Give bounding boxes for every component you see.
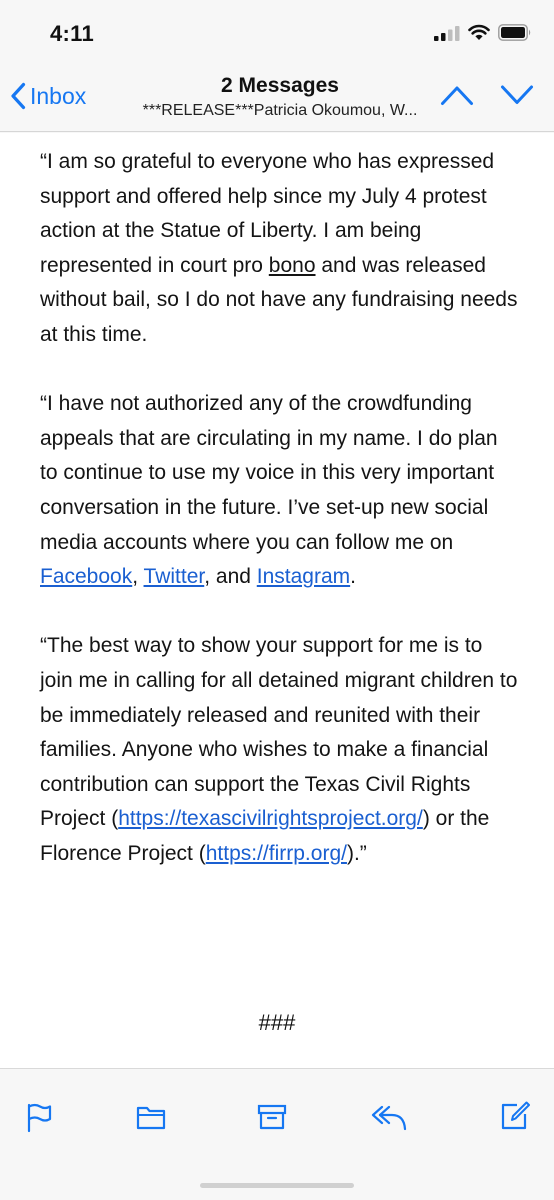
reply-icon[interactable] (370, 1103, 408, 1131)
instagram-link[interactable]: Instagram (256, 565, 351, 589)
texas-civil-rights-link[interactable]: https://texascivilrightsproject.org/ (118, 807, 423, 831)
facebook-link[interactable]: Facebook (40, 565, 133, 589)
message-text (40, 145, 520, 906)
compose-icon[interactable] (500, 1100, 530, 1131)
end-marker: ### (258, 1010, 296, 1035)
archive-icon[interactable] (257, 1103, 287, 1131)
message-navigation (440, 84, 534, 106)
previous-message-button[interactable] (440, 84, 474, 106)
thread-subject: ***RELEASE***Patricia Okoumou, W... (142, 102, 418, 119)
twitter-link[interactable]: Twitter (143, 565, 205, 589)
paragraph-3: “The best way to show your support for me is to join me in calling for all detained migrant children to be immediately released and reunited with their families. Anyone who wishes to make a financial contribution can support the Texas Civil Rights Project (https://texascivilrightsproject.org/) or the Florence Project (https://firrp.org/).” (40, 634, 518, 865)
florence-project-link[interactable]: https://firrp.org/ (205, 841, 347, 865)
paragraph-1: “I am so grateful to everyone who has expressed support and offered help since my July 4 protest action at the Statue of Liberty. I am being represented in court pro bono and was released without bail, so I do not have any fundraising needs at this time. (40, 150, 518, 346)
wifi-icon (468, 24, 490, 41)
status-time: 4:11 (50, 21, 95, 46)
thread-title: 2 Messages (221, 74, 339, 97)
status-icons (434, 24, 532, 41)
cellular-signal-icon (434, 25, 460, 41)
paragraph-2: “I have not authorized any of the crowdfunding appeals that are circulating in my name. I do plan to continue to use my voice in this very important conversation in the future. I’ve set-up new social media accounts where you can follow me on Facebook, Twitter, and Instagram. (40, 392, 498, 589)
message-body (0, 133, 554, 1068)
chevron-left-icon (10, 82, 26, 110)
home-indicator (200, 1183, 354, 1188)
back-to-inbox-button[interactable] (10, 78, 86, 114)
back-label: Inbox (30, 82, 87, 109)
nav-bar (0, 62, 554, 132)
status-bar (0, 0, 554, 62)
battery-icon (498, 24, 532, 41)
folder-icon[interactable] (136, 1103, 166, 1131)
next-message-button[interactable] (500, 84, 534, 106)
bottom-toolbar (0, 1068, 554, 1200)
flag-icon[interactable] (26, 1103, 52, 1133)
underlined-word: bono (268, 253, 316, 277)
